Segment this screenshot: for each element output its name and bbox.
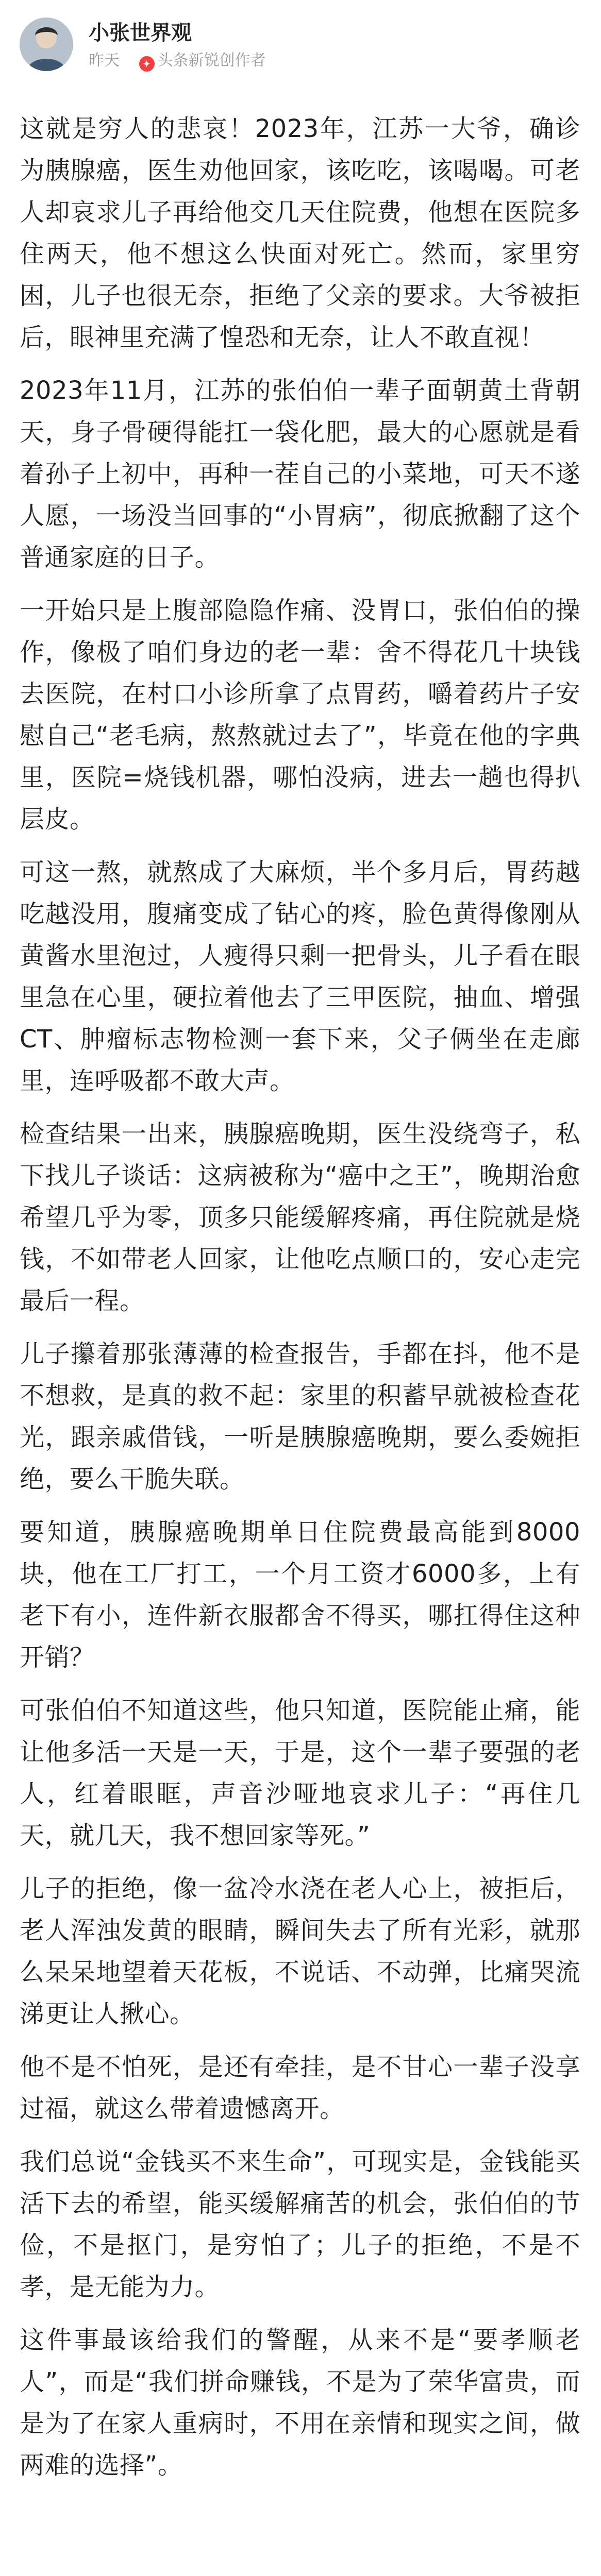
author-name[interactable]: 小张世界观 [89,21,192,45]
article-paragraph: 儿子攥着那张薄薄的检查报告，手都在抖，他不是不想救，是真的救不起：家里的积蓄早就被检查花光，跟亲戚借钱，一听是胰腺癌晚期，要么委婉拒绝，要么干脆失联。 [20,1340,580,1494]
article-paragraph: 检查结果一出来，胰腺癌晚期，医生没绕弯子，私下找儿子谈话：这病被称为“癌中之王”，晚期治愈希望几乎为零，顶多只能缓解疼痛，再住院就是烧钱，不如带老人回家，让他吃点顺口的，安心走完最后一程。 [20,1120,580,1315]
article-paragraph: 一开始只是上腹部隐隐作痛、没胃口，张伯伯的操作，像极了咱们身边的老一辈：舍不得花几十块钱去医院，在村口小诊所拿了点胃药，嚼着药片子安慰自己“老毛病，熬熬就过去了”，毕竟在他的字典里，医院=烧钱机器，哪怕没病，进去一趟也得扒层皮。 [20,596,580,834]
creator-badge-icon: ✦ [139,56,155,72]
article-paragraph: 他不是不怕死，是还有牵挂，是不甘心一辈子没享过福，就这么带着遗憾离开。 [20,2053,580,2123]
creator-badge: 头条新锐创作者 [157,52,266,70]
article-paragraph: 可这一熬，就熬成了大麻烦，半个多月后，胃药越吃越没用，腹痛变成了钻心的疼，脸色黄得像刚从黄酱水里泡过，人瘦得只剩一把骨头，儿子看在眼里急在心里，硬拉着他去了三甲医院，抽血、增强CT、肿瘤标志物检测一套下来，父子俩坐在走廊里，连呼吸都不敢大声。 [20,858,580,1095]
article-body [20,108,580,2498]
article-paragraph: 我们总说“金钱买不来生命”，可现实是，金钱能买活下去的希望，能买缓解痛苦的机会，张伯伯的节俭，不是抠门，是穷怕了；儿子的拒绝，不是不孝，是无能为力。 [20,2147,580,2301]
author-header [0,0,601,88]
article-paragraph: 这就是穷人的悲哀！2023年，江苏一大爷，确诊为胰腺癌，医生劝他回家，该吃吃，该喝喝。可老人却哀求儿子再给他交几天住院费，他想在医院多住两天，他不想这么快面对死亡。然而，家里穷困，儿子也很无奈，拒绝了父亲的要求。大爷被拒后，眼神里充满了惶恐和无奈，让人不敢直视！ [20,114,580,352]
article-paragraph: 这件事最该给我们的警醒，从来不是“要孝顺老人”，而是“我们拼命赚钱，不是为了荣华富贵，而是为了在家人重病时，不用在亲情和现实之间，做两难的选择”。 [20,2326,580,2480]
meta-separator [127,52,132,70]
article-paragraph: 要知道，胰腺癌晚期单日住院费最高能到8000块，他在工厂打工，一个月工资才6000多，上有老下有小，连件新衣服都舍不得买，哪扛得住这种开销？ [20,1518,580,1672]
publish-time: 昨天 [89,52,120,70]
author-meta [89,52,266,72]
avatar[interactable] [20,18,73,71]
article-paragraph: 可张伯伯不知道这些，他只知道，医院能止痛，能让他多活一天是一天，于是，这个一辈子要强的老人，红着眼眶，声音沙哑地哀求儿子：“再住几天，就几天，我不想回家等死。” [20,1696,580,1850]
article-paragraph: 2023年11月，江苏的张伯伯一辈子面朝黄土背朝天，身子骨硬得能扛一袋化肥，最大的心愿就是看着孙子上初中，再种一茬自己的小菜地，可天不遂人愿，一场没当回事的“小胃病”，彻底掀翻了这个普通家庭的日子。 [20,376,580,572]
article-paragraph: 儿子的拒绝，像一盆冷水浇在老人心上，被拒后，老人浑浊发黄的眼睛，瞬间失去了所有光彩，就那么呆呆地望着天花板，不说话、不动弹，比痛哭流涕更让人揪心。 [20,1874,580,2028]
